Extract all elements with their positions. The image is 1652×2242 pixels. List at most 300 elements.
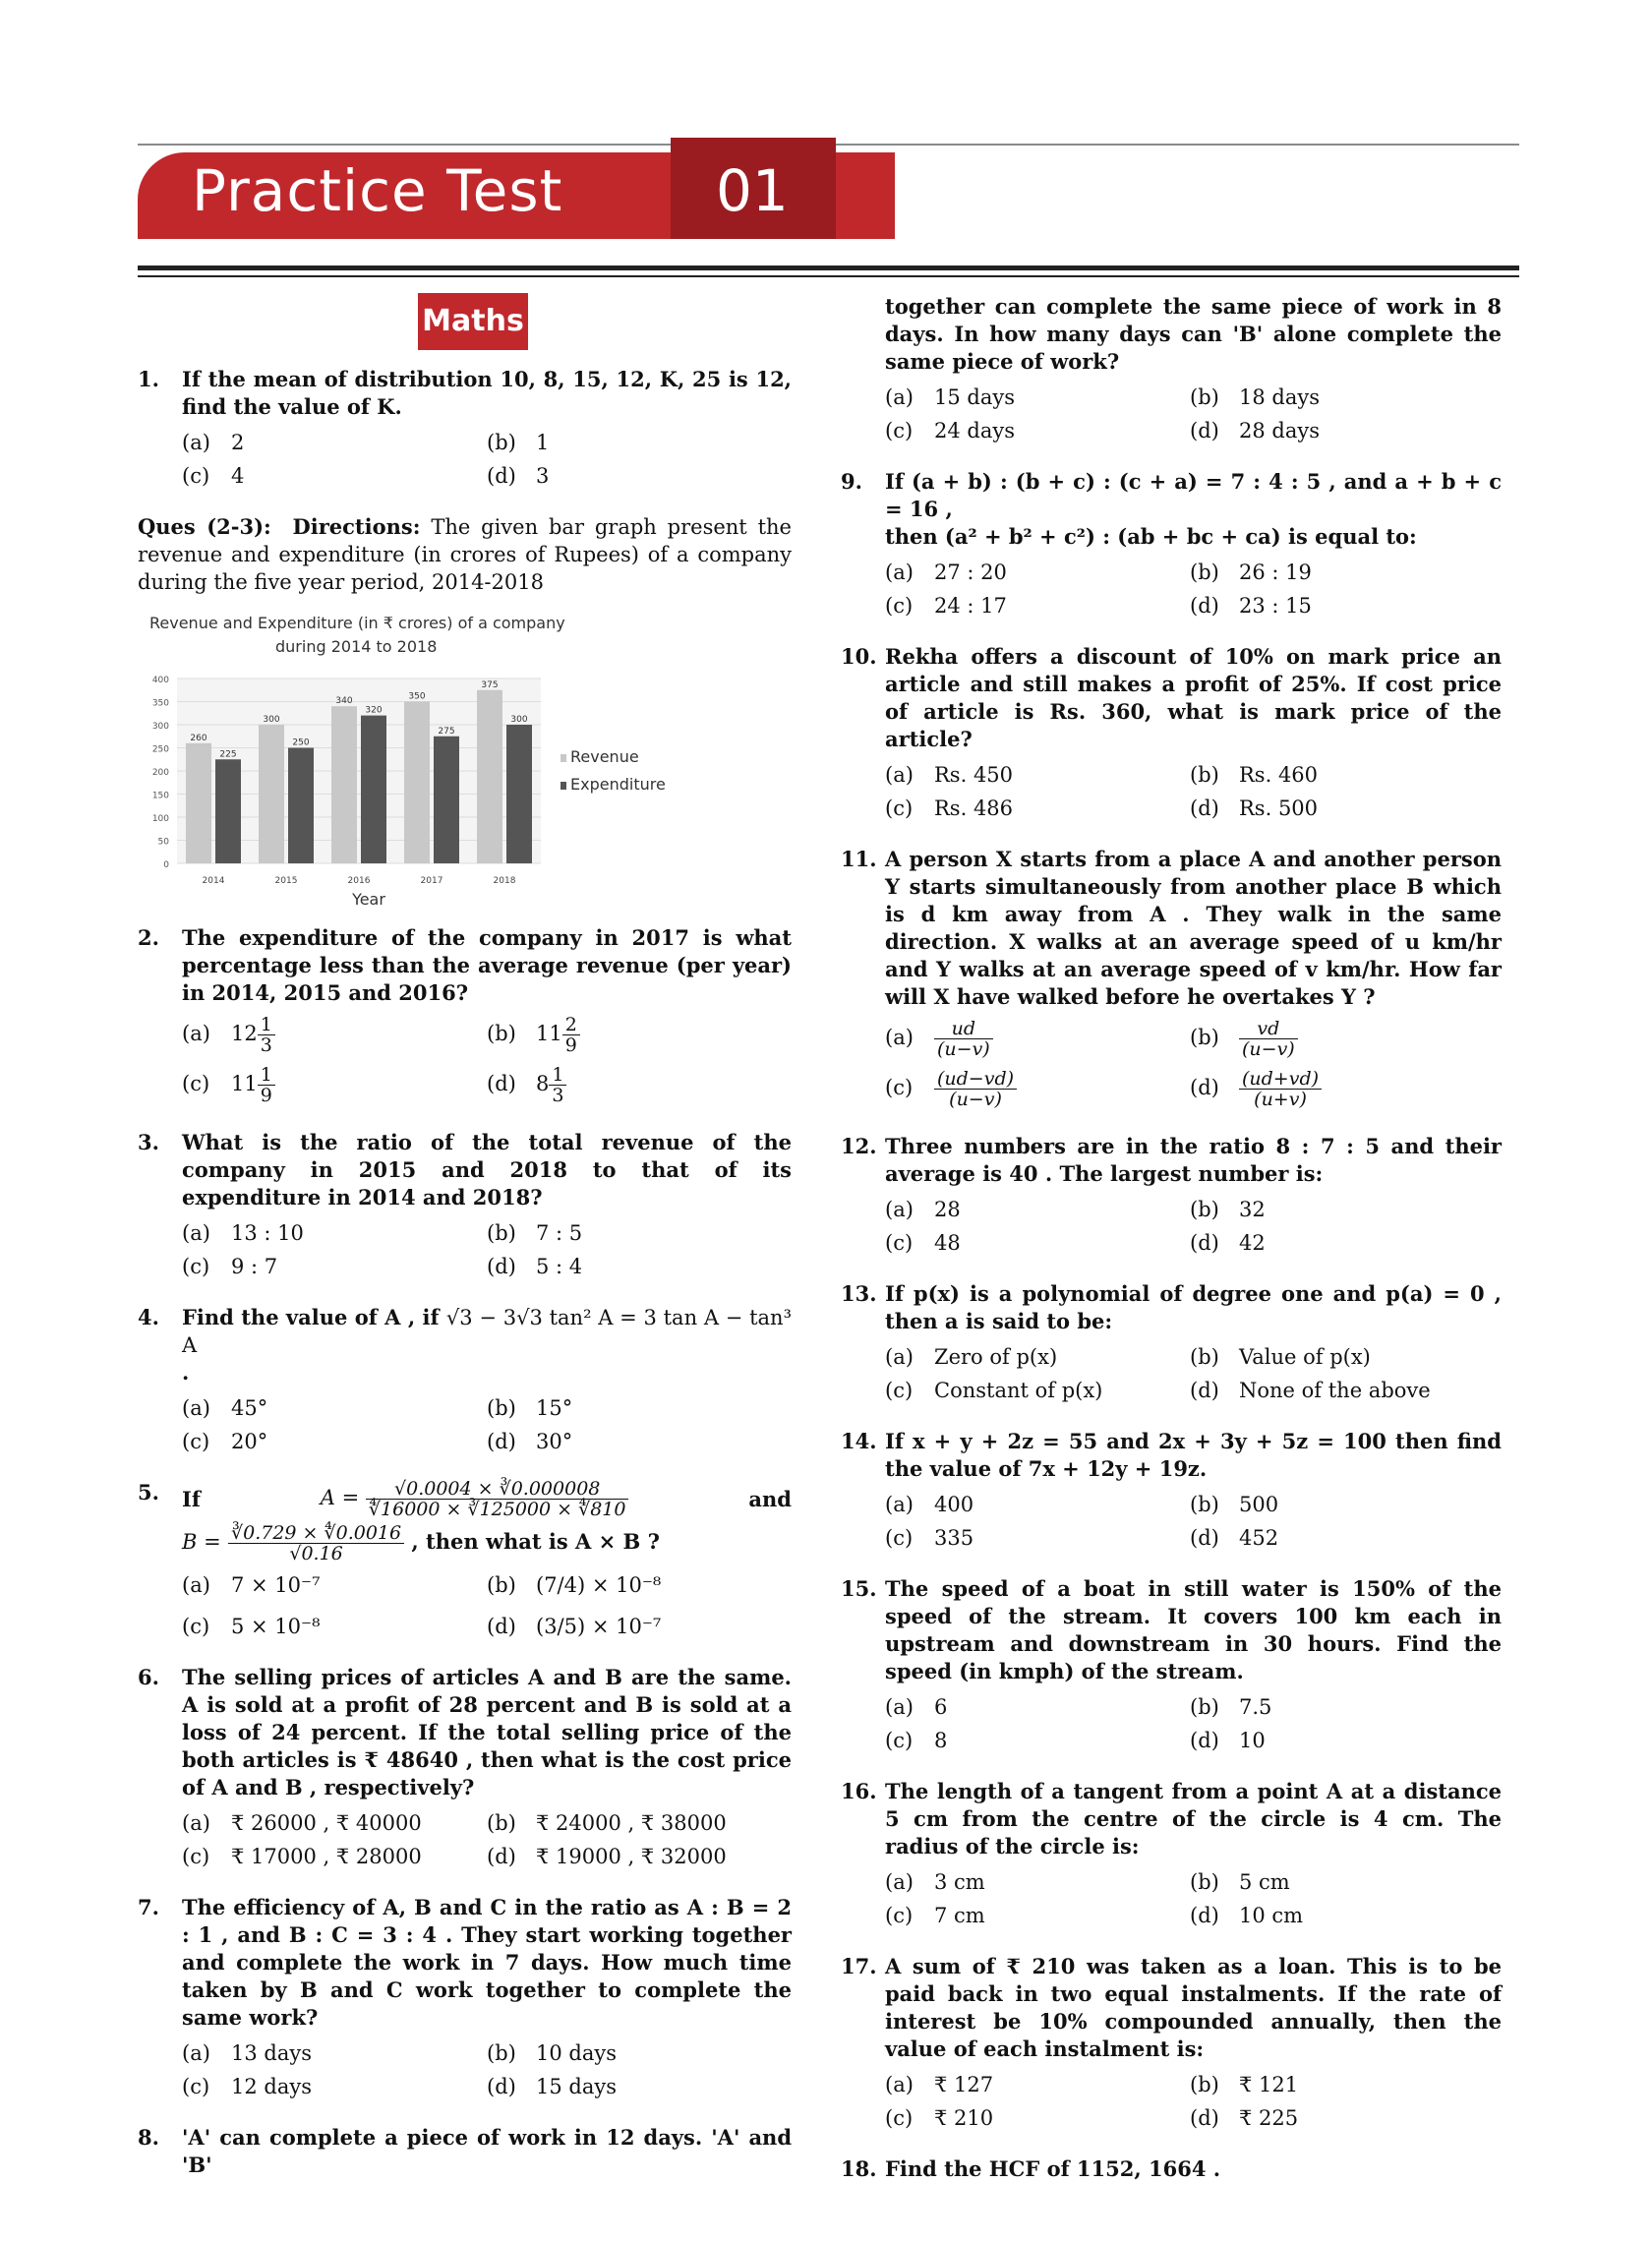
option-text: 6 (934, 1695, 948, 1719)
numerator: √0.0004 × ∛0.000008 (366, 1479, 629, 1500)
equation-lhs: A = (320, 1486, 360, 1509)
numerator: (ud−vd) (934, 1069, 1017, 1090)
question-8 (138, 2124, 792, 2179)
question-7 (138, 1894, 792, 2100)
option-whole: 12 (231, 1022, 258, 1045)
option-label: (a) (885, 1345, 914, 1369)
question-2 (138, 924, 792, 1105)
question-number: 1. (138, 367, 159, 391)
option-text: 2 (231, 431, 245, 454)
option-label: (b) (487, 1811, 516, 1835)
directions-text: The given bar graph present the revenue and expenditure (in crores of Rupees) of a company during the five year period, 2014-2018 (138, 515, 792, 594)
option-label: (a) (885, 1870, 914, 1894)
options (885, 384, 1502, 444)
option-whole: 11 (231, 1072, 258, 1095)
option-b[interactable] (487, 1219, 782, 1247)
option-a[interactable] (885, 1343, 1190, 1371)
option-label: (b) (1190, 1198, 1219, 1221)
option-c[interactable] (885, 2104, 1190, 2132)
question-text: Find the HCF of 1152, 1664 . (885, 2156, 1221, 2181)
data-label: 275 (438, 726, 455, 737)
option-label: (d) (1190, 1904, 1219, 1927)
option-c[interactable] (885, 1727, 1190, 1754)
option-a[interactable] (885, 559, 1190, 586)
option-label: (c) (885, 1231, 914, 1255)
question-text: If the mean of distribution 10, 8, 15, 12, K, 25 is 12, find the value of K. (182, 367, 792, 419)
option-d[interactable] (487, 1843, 782, 1870)
option-text: (7/4) × 10⁻⁸ (536, 1573, 662, 1597)
option-b[interactable] (1190, 2071, 1485, 2098)
option-text: 15 days (934, 385, 1016, 409)
option-label: (d) (487, 2075, 516, 2098)
option-a[interactable] (885, 2071, 1190, 2098)
options (182, 1809, 792, 1870)
options (885, 1343, 1502, 1404)
option-text: ₹ 26000 , ₹ 40000 (231, 1811, 422, 1835)
option-c[interactable] (182, 1843, 487, 1870)
option-text: ₹ 24000 , ₹ 38000 (536, 1811, 727, 1835)
question-11 (841, 846, 1502, 1109)
option-d[interactable] (1190, 795, 1485, 822)
equation-fraction (366, 1479, 629, 1519)
data-label: 375 (481, 679, 499, 690)
numerator: ud (934, 1019, 993, 1039)
option-text: (3/5) × 10⁻⁷ (536, 1615, 662, 1638)
option-a[interactable] (885, 1491, 1190, 1518)
chart-svg (138, 610, 688, 905)
option-c[interactable] (885, 1524, 1190, 1552)
option-d[interactable] (1190, 417, 1485, 444)
x-tick-label: 2015 (274, 876, 298, 886)
option-text: 10 (1239, 1729, 1266, 1752)
option-d[interactable] (1190, 592, 1485, 620)
option-whole: 8 (536, 1072, 550, 1095)
option-label: (d) (1190, 419, 1219, 442)
question-4 (138, 1304, 792, 1455)
option-a[interactable] (182, 2039, 487, 2067)
left-column (138, 366, 792, 2203)
option-label: (a) (182, 431, 210, 454)
option-c[interactable] (885, 1377, 1190, 1404)
question-number: 7. (138, 1895, 159, 1919)
option-text: 4 (231, 464, 245, 488)
option-c[interactable] (885, 1902, 1190, 1929)
option-text: 8 (934, 1729, 948, 1752)
option-label: (c) (885, 796, 914, 820)
option-text: 7 cm (934, 1904, 985, 1927)
option-label: (b) (487, 1221, 516, 1245)
option-b[interactable] (1190, 384, 1485, 411)
option-b[interactable] (1190, 559, 1485, 586)
option-a[interactable] (182, 1015, 487, 1055)
option-label: (c) (885, 1904, 914, 1927)
option-label: (c) (885, 419, 914, 442)
option-text: Rs. 486 (934, 796, 1014, 820)
question-13 (841, 1280, 1502, 1404)
option-d[interactable] (487, 1613, 782, 1640)
option-label: (a) (182, 1221, 210, 1245)
option-label: (d) (487, 1615, 516, 1638)
bar-revenue (331, 706, 357, 863)
option-fraction (1239, 1069, 1322, 1109)
option-fraction (1239, 1019, 1298, 1059)
option-label: (a) (182, 1573, 210, 1597)
options (885, 2071, 1502, 2132)
option-label: (b) (487, 2041, 516, 2065)
option-b[interactable] (487, 1015, 782, 1055)
option-c[interactable] (885, 417, 1190, 444)
option-c[interactable] (885, 795, 1190, 822)
question-text (182, 1304, 792, 1386)
option-c[interactable] (885, 592, 1190, 620)
x-axis-label: Year (352, 890, 385, 905)
option-c[interactable] (182, 1428, 487, 1455)
option-text: 9 : 7 (231, 1255, 278, 1278)
directions-label: Ques (2-3): (138, 514, 271, 539)
option-a[interactable] (182, 1809, 487, 1837)
option-text: 400 (934, 1493, 974, 1516)
question-line-1: If (a + b) : (b + c) : (c + a) = 7 : 4 : 5 , and a + b + c = 16 , (885, 469, 1502, 521)
option-text: 23 : 15 (1239, 594, 1312, 618)
option-d[interactable] (487, 462, 782, 490)
option-label: (c) (885, 594, 914, 618)
question-text: 'A' can complete a piece of work in 12 days. 'A' and 'B' (182, 2125, 792, 2177)
option-c[interactable] (182, 1613, 487, 1640)
options (885, 1019, 1502, 1109)
equation-lhs: B = (182, 1530, 221, 1554)
question-18 (841, 2155, 1502, 2183)
y-tick-label: 150 (151, 791, 169, 801)
option-label: (a) (885, 1695, 914, 1719)
question-text: The efficiency of A, B and C in the ratio as A : B = 2 : 1 , and B : C = 3 : 4 . They start working together and complete the work in 7 days. How much time taken by B and C work together to complete the same work? (182, 1895, 792, 2030)
option-text: ₹ 17000 , ₹ 28000 (231, 1845, 422, 1868)
denominator: (u+v) (1254, 1089, 1307, 1110)
option-text: ₹ 210 (934, 2106, 994, 2130)
numerator: ∛0.729 × ∜0.0016 (228, 1523, 404, 1544)
option-a[interactable] (885, 761, 1190, 789)
option-b[interactable] (1190, 1196, 1485, 1223)
question-text: A person X starts from a place A and another person Y starts simultaneously from another place B which is d km away from A . They walk in the same direction. X walks at an average speed of u km/hr and Y walks at an average speed of v km/hr. How far will X have walked before he overtakes Y ? (885, 847, 1502, 1009)
options (182, 1394, 792, 1455)
option-label: (d) (487, 1845, 516, 1868)
question-suffix: . (182, 1360, 190, 1385)
question-17 (841, 1953, 1502, 2132)
option-text: 12 days (231, 2075, 313, 2098)
option-text: 5 : 4 (536, 1255, 583, 1278)
denominator: (u−v) (937, 1038, 990, 1060)
option-a[interactable] (885, 1868, 1190, 1896)
question-5 (138, 1479, 792, 1640)
question-text: If p(x) is a polynomial of degree one and p(a) = 0 , then a is said to be: (885, 1281, 1502, 1333)
numerator: (ud+vd) (1239, 1069, 1322, 1090)
option-c[interactable] (182, 1065, 487, 1105)
x-tick-label: 2014 (202, 876, 225, 886)
option-label: (a) (885, 1198, 914, 1221)
bar-chart (138, 610, 688, 905)
option-text: 27 : 20 (934, 560, 1007, 584)
option-d[interactable] (1190, 1902, 1485, 1929)
option-label: (b) (1190, 1695, 1219, 1719)
option-b[interactable] (487, 1809, 782, 1837)
option-label: (d) (1190, 594, 1219, 618)
option-c[interactable] (182, 1253, 487, 1280)
question-text (885, 468, 1502, 551)
option-text: 24 : 17 (934, 594, 1007, 618)
option-text: Value of p(x) (1239, 1345, 1371, 1369)
option-text: Rs. 500 (1239, 796, 1319, 820)
chart-title-line2: during 2014 to 2018 (275, 637, 438, 656)
bar-expenditure (215, 759, 241, 863)
option-d[interactable] (1190, 1229, 1485, 1257)
option-label: (b) (1190, 763, 1219, 787)
option-label: (c) (182, 1255, 210, 1278)
option-text: 26 : 19 (1239, 560, 1312, 584)
option-b[interactable] (1190, 1343, 1485, 1371)
question-number: 17. (841, 1954, 877, 1978)
numerator: 1 (258, 1065, 275, 1086)
option-a[interactable] (885, 384, 1190, 411)
option-label: (d) (487, 1072, 516, 1095)
option-label: (d) (1190, 796, 1219, 820)
option-text: 7.5 (1239, 1695, 1272, 1719)
question-line-2: then (a² + b² + c²) : (ab + bc + ca) is equal to: (885, 524, 1417, 549)
y-tick-label: 0 (163, 860, 169, 870)
question-number: 12. (841, 1134, 877, 1158)
question-16 (841, 1778, 1502, 1929)
question-12 (841, 1133, 1502, 1257)
option-label: (b) (1190, 1493, 1219, 1516)
options (885, 761, 1502, 822)
denominator: √0.16 (289, 1543, 343, 1564)
option-c[interactable] (885, 1069, 1190, 1109)
option-label: (c) (182, 2075, 210, 2098)
option-text: 24 days (934, 419, 1016, 442)
option-text: 28 (934, 1198, 961, 1221)
option-label: (b) (1190, 1026, 1219, 1049)
equation-a (321, 1479, 629, 1519)
option-a[interactable] (885, 1693, 1190, 1721)
option-label: (c) (182, 1430, 210, 1453)
bar-revenue (186, 743, 211, 863)
option-text: ₹ 121 (1239, 2073, 1299, 2096)
question-number: 18. (841, 2156, 877, 2181)
data-label: 340 (335, 696, 353, 707)
data-label: 225 (219, 749, 237, 760)
option-b[interactable] (1190, 1693, 1485, 1721)
question-number: 16. (841, 1779, 877, 1803)
y-tick-label: 300 (151, 722, 169, 732)
option-c[interactable] (182, 462, 487, 490)
option-b[interactable] (1190, 1868, 1485, 1896)
question-8-continued (841, 293, 1502, 444)
option-text: Rs. 450 (934, 763, 1014, 787)
option-label: (b) (1190, 385, 1219, 409)
bar-expenditure (434, 737, 459, 863)
question-text: The speed of a boat in still water is 150% of the speed of the stream. It covers 100 km each in upstream and downstream in 30 hours. Find the speed (in kmph) of the stream. (885, 1576, 1502, 1683)
option-text: 45° (231, 1396, 268, 1420)
question-10 (841, 643, 1502, 822)
option-text: 48 (934, 1231, 961, 1255)
legend-swatch (560, 754, 566, 762)
option-text: 15 days (536, 2075, 618, 2098)
options (885, 1693, 1502, 1754)
option-text: Constant of p(x) (934, 1379, 1103, 1402)
option-b[interactable] (1190, 761, 1485, 789)
y-tick-label: 50 (157, 837, 169, 848)
denominator: ∜16000 × ∛125000 × ∜810 (368, 1499, 626, 1520)
directions-bold: Directions: (292, 514, 421, 539)
question-text: The expenditure of the company in 2017 is what percentage less than the average revenue (per year) in 2014, 2015 and 2016? (182, 925, 792, 1005)
options (885, 1196, 1502, 1257)
data-label: 250 (292, 738, 310, 748)
header-rule-thin (138, 275, 1519, 277)
option-d[interactable] (487, 1428, 782, 1455)
option-b[interactable] (1190, 1019, 1485, 1059)
option-label: (a) (182, 2041, 210, 2065)
option-label: (d) (1190, 1526, 1219, 1550)
right-column (841, 293, 1502, 2207)
question-text: Three numbers are in the ratio 8 : 7 : 5 and their average is 40 . The largest number is: (885, 1134, 1502, 1186)
option-text: 13 : 10 (231, 1221, 304, 1245)
numerator: 1 (258, 1015, 275, 1035)
option-d[interactable] (1190, 1377, 1485, 1404)
option-label: (d) (1190, 1231, 1219, 1255)
option-whole: 11 (536, 1022, 562, 1045)
option-text: 13 days (231, 2041, 313, 2065)
denominator: 9 (564, 1034, 577, 1056)
option-b[interactable] (487, 2039, 782, 2067)
question-15 (841, 1575, 1502, 1754)
question-text: together can complete the same piece of work in 8 days. In how many days can 'B' alone complete the same piece of work? (885, 294, 1502, 374)
question-number: 5. (138, 1480, 159, 1504)
question-number: 15. (841, 1576, 877, 1601)
option-text: ₹ 225 (1239, 2106, 1299, 2130)
option-label: (c) (182, 1615, 210, 1638)
option-label: (c) (885, 1076, 914, 1099)
bar-expenditure (506, 725, 532, 863)
question-and: and (748, 1486, 792, 1511)
option-d[interactable] (1190, 1727, 1485, 1754)
option-c[interactable] (182, 2073, 487, 2100)
option-text: 32 (1239, 1198, 1266, 1221)
option-a[interactable] (885, 1019, 1190, 1059)
option-label: (b) (1190, 1345, 1219, 1369)
question-text: The length of a tangent from a point A at a distance 5 cm from the centre of the circle is 4 cm. The radius of the circle is: (885, 1779, 1502, 1858)
option-a[interactable] (182, 429, 487, 456)
options (885, 1868, 1502, 1929)
option-label: (d) (487, 1430, 516, 1453)
option-label: (d) (487, 464, 516, 488)
y-tick-label: 100 (151, 814, 169, 824)
option-d[interactable] (487, 1065, 782, 1105)
option-d[interactable] (487, 2073, 782, 2100)
option-c[interactable] (885, 1229, 1190, 1257)
option-b[interactable] (1190, 1491, 1485, 1518)
y-tick-label: 250 (151, 744, 169, 755)
option-label: (b) (1190, 1870, 1219, 1894)
option-label: (c) (885, 1526, 914, 1550)
option-fraction (549, 1065, 566, 1105)
option-text: 28 days (1239, 419, 1321, 442)
option-label: (d) (1190, 2106, 1219, 2130)
option-b[interactable] (487, 429, 782, 456)
option-label: (b) (1190, 560, 1219, 584)
question-text: A sum of ₹ 210 was taken as a loan. This is to be paid back in two equal instalments. If the rate of interest be 10% compounded annually, then the value of each instalment is: (885, 1954, 1502, 2061)
bar-expenditure (288, 748, 314, 864)
option-label: (b) (1190, 2073, 1219, 2096)
bar-revenue (259, 725, 284, 863)
question-number: 3. (138, 1130, 159, 1154)
question-1 (138, 366, 792, 490)
legend-label: Expenditure (570, 775, 666, 794)
question-text: The selling prices of articles A and B are the same. A is sold at a profit of 28 percent and B is sold at a loss of 24 percent. If the total selling price of the both articles is ₹ 48640 , then what is the cost price of A and B , respectively? (182, 1665, 792, 1800)
option-d[interactable] (1190, 1524, 1485, 1552)
question-text: Rekha offers a discount of 10% on mark price an article and still makes a profit of 25%. If cost price of article is Rs. 360, what is mark price of the article? (885, 644, 1502, 751)
question-6 (138, 1664, 792, 1870)
x-tick-label: 2016 (347, 876, 371, 886)
option-b[interactable] (487, 1394, 782, 1422)
option-label: (c) (885, 2106, 914, 2130)
option-label: (c) (885, 1379, 914, 1402)
option-d[interactable] (487, 1253, 782, 1280)
option-label: (a) (885, 1026, 914, 1049)
option-text: 5 cm (1239, 1870, 1290, 1894)
options (182, 429, 792, 490)
option-label: (a) (885, 560, 914, 584)
header-rule (138, 266, 1519, 270)
option-text: 5 × 10⁻⁸ (231, 1615, 321, 1638)
option-a[interactable] (182, 1571, 487, 1599)
x-tick-label: 2017 (420, 876, 443, 886)
option-d[interactable] (1190, 1069, 1485, 1109)
options (885, 1491, 1502, 1552)
directions (138, 513, 792, 596)
question-prefix: Find the value of A , if (182, 1305, 446, 1329)
question-ask: , then what is A × B ? (411, 1529, 660, 1554)
option-text: 18 days (1239, 385, 1321, 409)
option-text: ₹ 127 (934, 2073, 994, 2096)
denominator: 9 (260, 1085, 272, 1106)
option-text: 3 (536, 464, 550, 488)
denominator: (u−v) (949, 1089, 1002, 1110)
y-tick-label: 200 (151, 768, 169, 778)
option-label: (a) (885, 385, 914, 409)
option-label: (c) (885, 1729, 914, 1752)
option-label: (c) (182, 1072, 210, 1095)
chart-title-line1: Revenue and Expenditure (in ₹ crores) of a company (149, 614, 565, 632)
option-d[interactable] (1190, 2104, 1485, 2132)
denominator: 3 (260, 1034, 272, 1056)
option-label: (a) (885, 2073, 914, 2096)
option-label: (d) (1190, 1076, 1219, 1099)
question-number: 4. (138, 1305, 159, 1329)
option-a[interactable] (182, 1219, 487, 1247)
question-text-2 (182, 1523, 792, 1564)
option-label: (a) (885, 1493, 914, 1516)
option-label: (d) (487, 1255, 516, 1278)
question-text: If x + y + 2z = 55 and 2x + 3y + 5z = 100 then find the value of 7x + 12y + 19z. (885, 1429, 1502, 1481)
option-a[interactable] (885, 1196, 1190, 1223)
option-text: Rs. 460 (1239, 763, 1319, 787)
option-a[interactable] (182, 1394, 487, 1422)
numerator: 1 (549, 1065, 566, 1086)
bar-expenditure (361, 716, 386, 863)
option-b[interactable] (487, 1571, 782, 1599)
options (885, 559, 1502, 620)
option-text: 452 (1239, 1526, 1279, 1550)
question-number: 9. (841, 469, 862, 494)
option-text: 42 (1239, 1231, 1266, 1255)
